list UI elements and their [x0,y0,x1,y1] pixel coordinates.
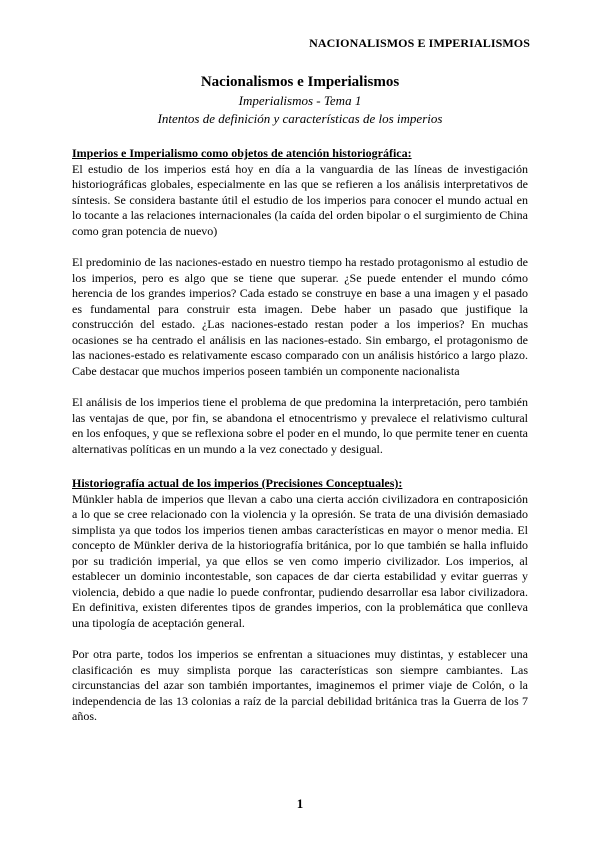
page-content [72,72,528,725]
paragraph: El estudio de los imperios está hoy en día a la vanguardia de las líneas de investigación historiográficas globales, especialmente en las que se refieren a los análisis interpretativos de síntesis. Se considera bastante útil el estudio de los imperios para conocer el mundo actual en lo tocante a las relaciones internacionales (la caída del orden bipolar o el surgimiento de China como gran potencia de nuevo) [72,161,528,238]
section-heading: Historiografía actual de los imperios (Precisiones Conceptuales): [72,476,403,490]
section-imperios-historiografia [72,146,528,457]
document-title: Nacionalismos e Imperialismos [200,74,400,90]
paragraph: El predominio de las naciones-estado en nuestro tiempo ha restado protagonismo al estudio de los imperios, pero es algo que se tiene que superar. ¿Se puede entender el mundo cómo herencia de los grandes imperios? Cada estado se construye en base a una imagen y el pasado es fundamental para construir esta imagen. Debe haber un pasado que justifique la construcción del estado. ¿Las naciones-estado restan poder a los imperios? En muchas ocasiones se ha centrado el análisis en las naciones-estado. Sin embargo, el protagonismo de las naciones-estado es relativamente escaso comparado con un análisis histórico a largo plazo. Cabe destacar que muchos imperios poseen también un componente nacionalista [72,255,528,378]
page-number: 1 [296,796,304,811]
document-subsubtitle: Intentos de definición y características de los imperios [157,111,443,126]
section-historiografia-actual [72,476,528,725]
paragraph: El análisis de los imperios tiene el problema de que predomina la interpretación, pero también las ventajas de que, por fin, se abandona el etnocentrismo y prevalece el relativismo cultural en los enfoques, y que se reflexiona sobre el poder en el mundo, lo que permite tener en cuenta alternativas políticas en un mundo a la vez conectado y desigual. [72,395,528,456]
running-header: NACIONALISMOS E IMPERIALISMOS [309,36,530,50]
document-subtitle: Imperialismos - Tema 1 [238,93,362,108]
section-heading: Imperios e Imperialismo como objetos de atención historiográfica: [72,146,412,160]
paragraph: Münkler habla de imperios que llevan a cabo una cierta acción civilizadora en contraposición a lo que se cree relacionado con la violencia y la opresión. Se trata de una división demasiado simplista ya que todos los imperios tienen ambas características en mayor o menor media. El concepto de Münkler deriva de la historiografía británica, por lo que también se halla influido por su tradición imperial, ya que ellos se ven como imperio civilizador. Los imperios, al establecer un dominio incontestable, son capaces de dar cierta estabilidad y evitar guerras y violencia, debido a que nadie lo puede confrontar, pudiendo desarrollar esa labor civilizadora. En definitiva, existen diferentes tipos de grandes imperios, con la problemática que conlleva una tipología de aceptación general. [72,491,528,630]
paragraph: Por otra parte, todos los imperios se enfrentan a situaciones muy distintas, y establecer una clasificación es muy simplista porque las características son siempre cambiantes. Las circunstancias del azar son también importantes, imaginemos el primer viaje de Colón, o la independencia de las 13 colonias a raíz de la parcial debilidad británica tras la Guerra de los 7 años. [72,647,528,723]
